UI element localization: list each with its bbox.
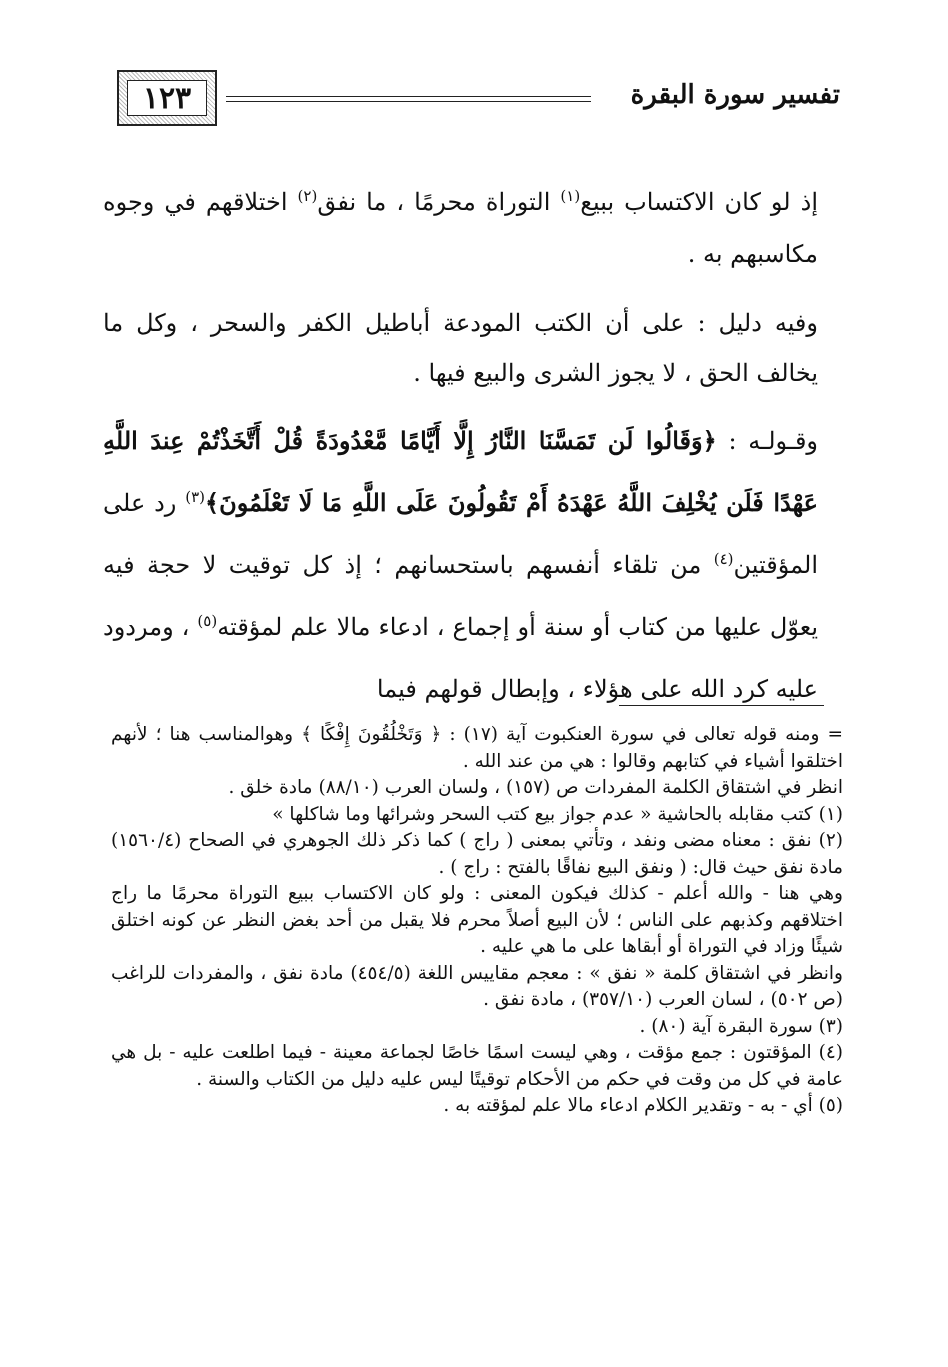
p3-text-2: من تلقاء أنفسهم باستحسانهم ؛ إذ كل توقيت لا حجة فيه يعوّل عليها من كتاب أو سنة أو إجماع ، ادعاء مالا علم لمؤقته — [103, 551, 819, 641]
footnote-ref-5: (٥) — [197, 612, 218, 630]
p3-text-1: رد على المؤقتين — [103, 489, 818, 579]
page-number: ١٢٣ — [127, 80, 207, 116]
footnote-2: (٢) نفق : معناه مضى ونفد ، وتأتي بمعنى ( راج ) كما ذكر ذلك الجوهري في الصحاح (١٥٦٠/٤) مادة نفق حيث قال: ( ونفق البيع نفاقًا بالفتح : راج ) . — [111, 830, 843, 878]
footnote-continuation: = ومنه قوله تعالى في سورة العنكبوت آية (١٧) : ﴿ وَتَخْلُقُونَ إِفْكًا ﴾ وهوالمناسب هنا ؛ لأنهم اختلقوا أشياء في كتابهم وقالوا : هي من عند الله . — [111, 724, 843, 772]
quran-verse: ﴿وَقَالُوا لَن تَمَسَّنَا النَّارُ إِلَّا أَيَّامًا مَّعْدُودَةً قُلْ أَتَّخَذْتُمْ عِندَ اللَّهِ عَهْدًا فَلَن يُخْلِفَ اللَّهُ عَهْدَهُ أَمْ تَقُولُونَ عَلَى اللَّهِ مَا لَا تَعْلَمُونَ﴾ — [103, 426, 818, 517]
footnote-ref-2: (٢) — [297, 187, 318, 205]
body-paragraph-3 — [103, 410, 818, 720]
footnote-separator — [619, 705, 824, 706]
p3-text-3: ، ومردود عليه كرد الله على هؤلاء ، وإبطال قولهم فيما — [103, 613, 818, 703]
running-title: تفسير سورة البقرة — [630, 80, 840, 110]
body-paragraph-2: وفيه دليل : على أن الكتب المودعة أباطيل الكفر والسحر ، وكل ما يخالف الحق ، لا يجوز الشرى والبيع فيها . — [103, 309, 818, 387]
p1-text-1: إذ لو كان الاكتساب ببيع — [580, 188, 818, 216]
footnote-5: (٥) أي - به - وتقدير الكلام ادعاء مالا علم لمؤقته به . — [443, 1095, 843, 1116]
footnote-continuation-ref: انظر في اشتقاق الكلمة المفردات ص (١٥٧) ، ولسان العرب (٨٨/١٠) مادة خلق . — [228, 777, 843, 798]
header-rule — [226, 96, 591, 102]
footnotes — [111, 722, 843, 1120]
footnote-2-explanation: وهي هنا - والله أعلم - كذلك فيكون المعنى : ولو كان الاكتساب ببيع التوراة محرمًا ما راج اختلاقهم وكذبهم على الناس ؛ لأن البيع أصلاً محرم فلا يقبل من أحد بغض النظر عن كونه اختلق شيئًا وزاد في التوراة أو أبقاها على ما هي عليه . — [111, 883, 843, 957]
p1-text-2: التوراة محرمًا ، ما نفق — [317, 188, 561, 216]
p1-text-3: اختلاقهم في وجوه مكاسبهم به . — [103, 188, 818, 268]
page-number-frame — [117, 70, 217, 126]
body-paragraph-1 — [103, 176, 818, 280]
footnote-ref-1: (١) — [560, 187, 581, 205]
footnote-1: (١) كتب مقابله بالحاشية « عدم جواز بيع كتب السحر وشرائها وما شاكلها » — [272, 803, 843, 825]
footnote-2-sources: وانظر في اشتقاق كلمة « نفق » : معجم مقاييس اللغة (٤٥٤/٥) مادة نفق ، والمفردات للراغب (ص ٥٠٢) ، لسان العرب (٣٥٧/١٠) ، مادة نفق . — [111, 962, 843, 1010]
footnote-4: (٤) المؤقتون : جمع مؤقت ، وهي ليست اسمًا خاصًا لجماعة معينة - فيما اطلعت عليه - بل هي عامة في كل من وقت في حكم من الأحكام توقيتًا ليس عليه دليل من الكتاب والسنة . — [111, 1042, 843, 1090]
footnote-3: (٣) سورة البقرة آية (٨٠) . — [639, 1015, 843, 1037]
footnote-ref-3: (٣) — [185, 488, 205, 506]
footnote-ref-4: (٤) — [713, 550, 734, 568]
p3-lead: وقـولـه : — [716, 427, 818, 455]
